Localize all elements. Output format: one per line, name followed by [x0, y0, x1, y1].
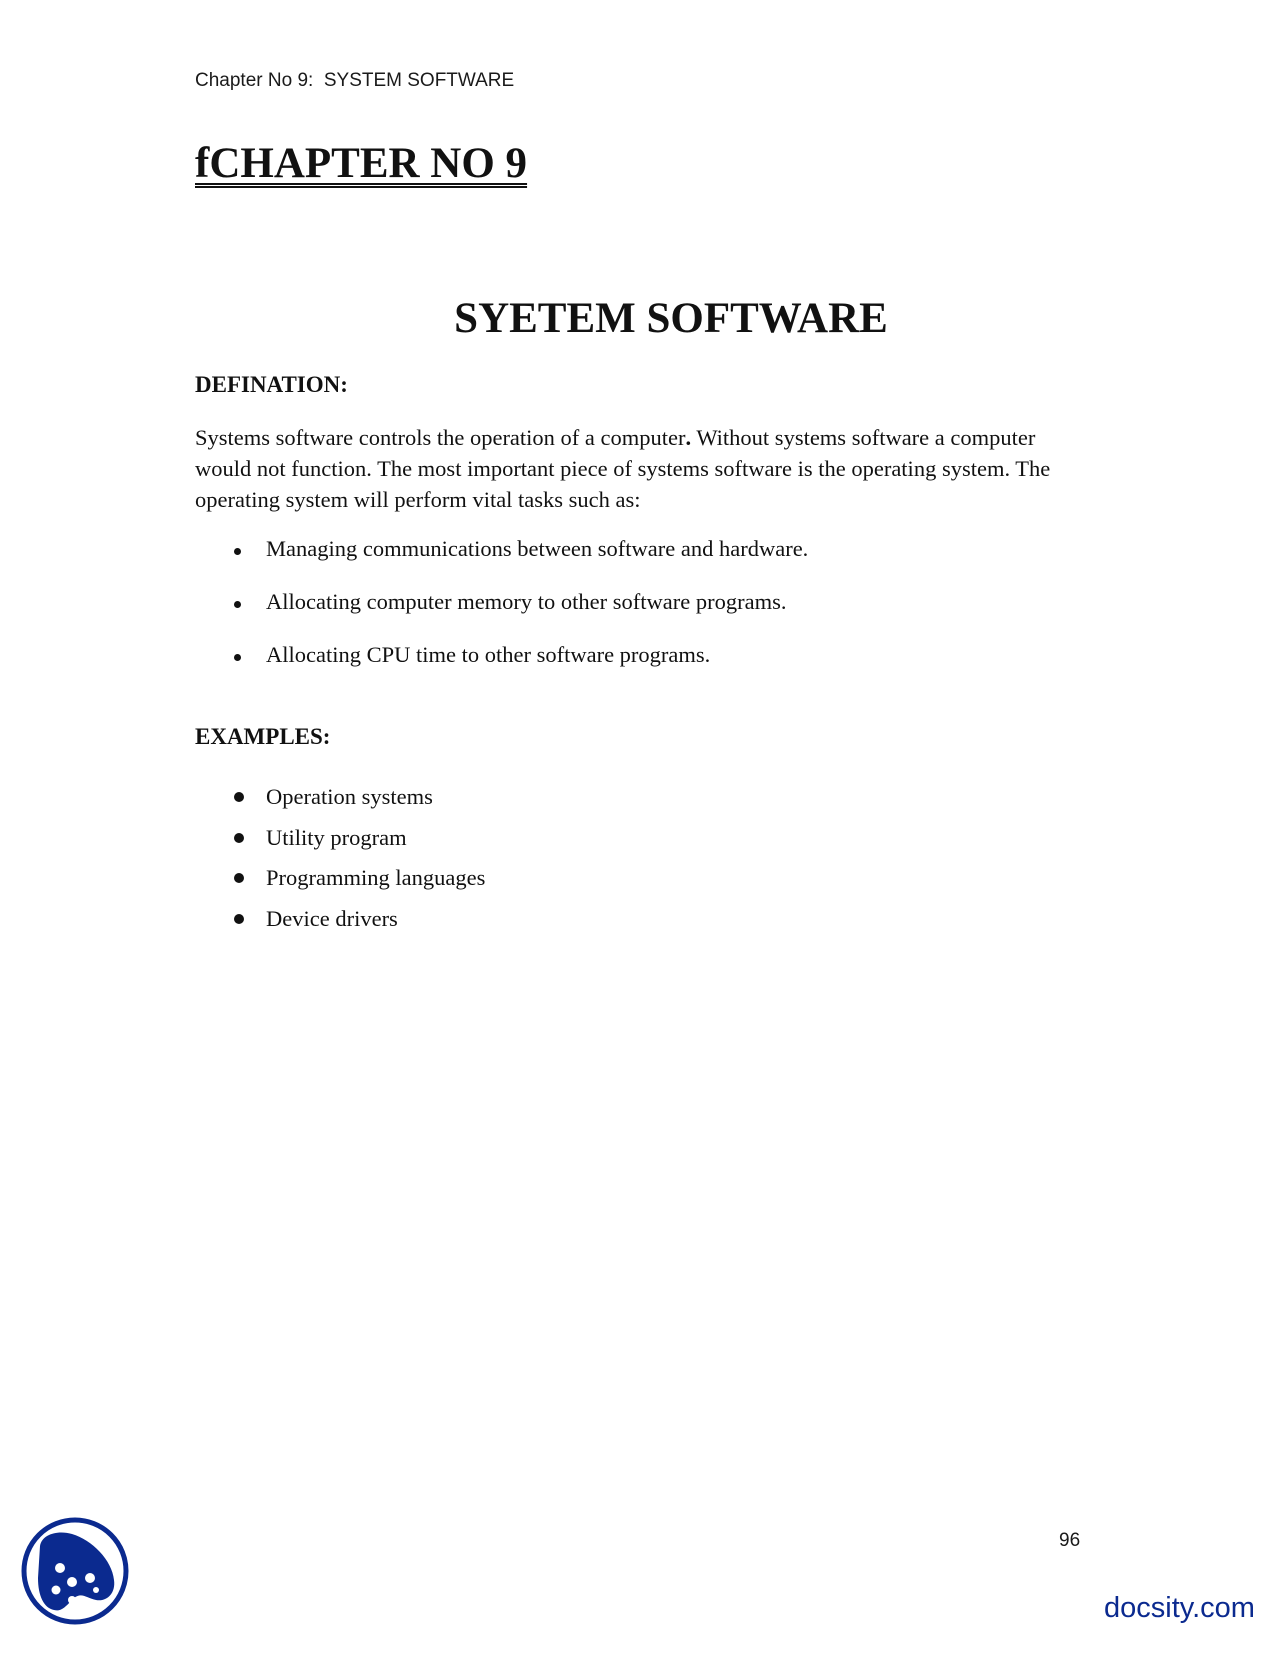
docsity-logo-icon[interactable]	[20, 1516, 130, 1626]
tasks-list	[0, 536, 808, 695]
chapter-title: fCHAPTER NO 9	[195, 140, 528, 187]
list-item-text: Device drivers	[266, 905, 398, 931]
list-item-text: Programming languages	[266, 865, 486, 890]
list-item	[0, 865, 485, 906]
list-item	[0, 906, 485, 947]
section-title	[0, 295, 1280, 342]
list-item-text: Operation systems	[266, 784, 433, 809]
bullet-icon	[234, 601, 241, 608]
definition-text-bold: .	[685, 425, 692, 450]
examples-list	[0, 784, 485, 946]
bullet-icon	[234, 548, 241, 555]
examples-label: EXAMPLES:	[195, 724, 331, 749]
list-item-text: Managing communications between software and hardware.	[266, 536, 809, 561]
list-item	[0, 825, 485, 866]
bullet-icon	[234, 792, 244, 802]
list-item	[0, 642, 808, 695]
bullet-icon	[234, 833, 244, 843]
list-item-text: Allocating CPU time to other software programs.	[266, 642, 711, 667]
list-item	[0, 784, 485, 825]
definition-label: DEFINATION:	[195, 372, 348, 397]
section-title-text: SYETEM SOFTWARE	[454, 295, 888, 342]
definition-text-end: Without systems software a computer would not function. The most important piece of systems software is the operating system. The operating system will perform vital tasks such as:	[195, 425, 1051, 512]
docsity-brand-link[interactable]: docsity.com	[1104, 1592, 1255, 1624]
list-item-text: Utility program	[266, 824, 407, 850]
list-item	[0, 589, 808, 642]
running-header: Chapter No 9: SYSTEM SOFTWARE	[195, 70, 515, 91]
bullet-icon	[234, 654, 241, 661]
definition-paragraph	[195, 422, 1095, 515]
list-item	[0, 536, 808, 589]
page-number: 96	[1059, 1530, 1081, 1551]
bullet-icon	[234, 873, 244, 883]
list-item-text: Allocating computer memory to other software programs.	[266, 589, 787, 614]
definition-text-start: Systems software controls the operation of a computer	[195, 425, 686, 450]
bullet-icon	[234, 914, 244, 924]
